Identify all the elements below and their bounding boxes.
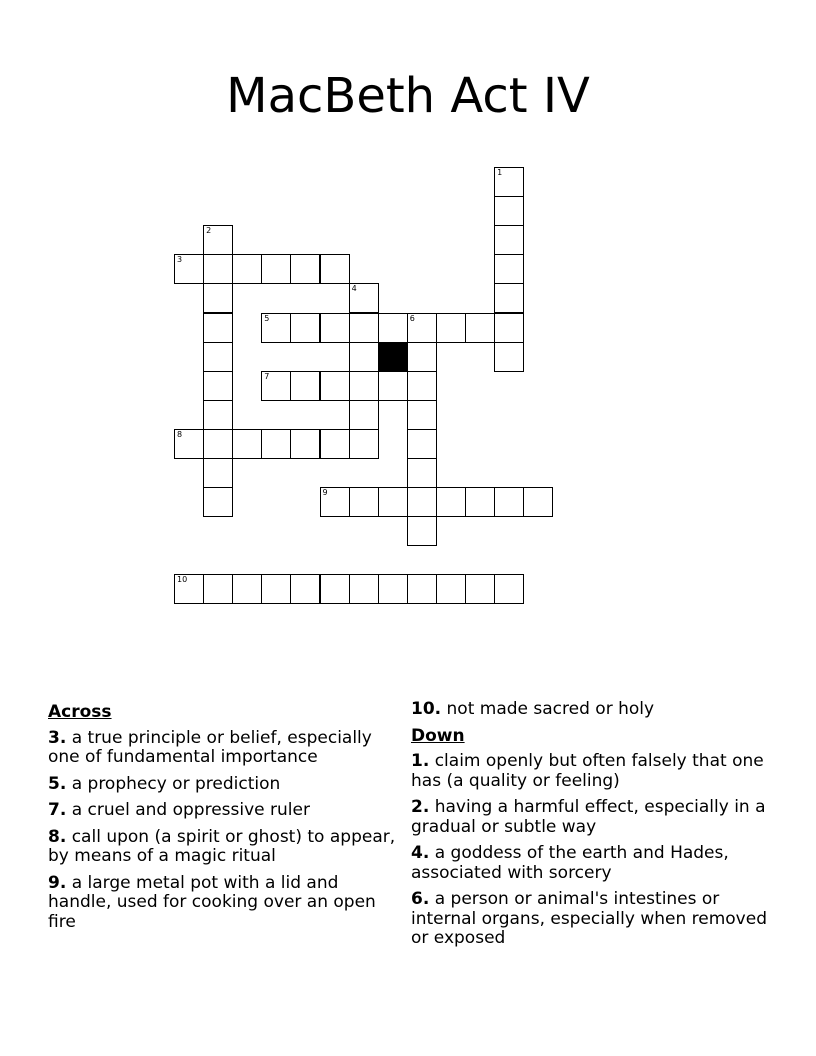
grid-cell[interactable]	[320, 429, 350, 459]
grid-cell[interactable]	[494, 574, 524, 604]
across-clue-3: 3. a true principle or belief, especially one of fundamental importance	[48, 727, 372, 767]
down-clue-1: 1. claim openly but often falsely that one has (a quality or feeling)	[411, 751, 764, 791]
grid-cell[interactable]	[203, 313, 233, 343]
grid-cell[interactable]	[378, 487, 408, 517]
grid-cell[interactable]	[261, 371, 291, 401]
grid-cell[interactable]	[494, 254, 524, 284]
grid-cell[interactable]	[523, 487, 553, 517]
across-clue-8: 8. call upon (a spirit or ghost) to appear, by means of a magic ritual	[48, 826, 396, 866]
grid-cell[interactable]	[407, 400, 437, 430]
grid-cell[interactable]	[407, 429, 437, 459]
grid-cell[interactable]	[349, 574, 379, 604]
down-clue-2: 2. having a harmful effect, especially in a gradual or subtle way	[411, 797, 766, 837]
grid-cell[interactable]	[290, 429, 320, 459]
grid-cell[interactable]	[261, 574, 291, 604]
across-heading: Across	[48, 702, 112, 722]
grid-cell[interactable]	[494, 196, 524, 226]
clue-number: 9	[322, 488, 328, 498]
grid-cell[interactable]	[203, 342, 233, 372]
grid-cell[interactable]	[290, 574, 320, 604]
grid-cell[interactable]	[290, 313, 320, 343]
down-clue-4: 4. a goddess of the earth and Hades, associated with sorcery	[411, 843, 729, 883]
grid-cell[interactable]	[378, 313, 408, 343]
clue-number: 4	[351, 284, 357, 294]
grid-cell[interactable]	[320, 574, 350, 604]
grid-cell[interactable]	[203, 574, 233, 604]
grid-cell[interactable]	[407, 516, 437, 546]
grid-cell[interactable]	[320, 371, 350, 401]
grid-cell[interactable]	[232, 429, 262, 459]
grid-cell[interactable]	[494, 313, 524, 343]
across-clue-9: 9. a large metal pot with a lid and handle, used for cooking over an open fire	[48, 872, 376, 932]
grid-cell[interactable]	[290, 254, 320, 284]
grid-cell[interactable]	[203, 429, 233, 459]
grid-cell[interactable]	[261, 313, 291, 343]
grid-cell[interactable]	[320, 254, 350, 284]
grid-cell[interactable]	[349, 400, 379, 430]
page-title: MacBeth Act IV	[226, 68, 590, 125]
grid-cell[interactable]	[349, 487, 379, 517]
grid-cell[interactable]	[407, 342, 437, 372]
clues-column-right	[411, 700, 771, 956]
grid-cell[interactable]	[261, 254, 291, 284]
grid-cell[interactable]	[261, 429, 291, 459]
clue-number: 5	[264, 313, 270, 323]
grid-cell[interactable]	[349, 342, 379, 372]
grid-cell[interactable]	[465, 487, 495, 517]
grid-cell[interactable]	[203, 371, 233, 401]
grid-cell[interactable]	[436, 574, 466, 604]
grid-cell[interactable]	[290, 371, 320, 401]
across-clue-10: 10. not made sacred or holy	[411, 699, 655, 719]
grid-cell[interactable]	[407, 371, 437, 401]
grid-cell[interactable]	[203, 400, 233, 430]
clue-number: 1	[497, 168, 503, 177]
grid-cell[interactable]	[407, 487, 437, 517]
clue-number: 3	[177, 255, 183, 265]
clue-number: 6	[409, 313, 415, 323]
grid-cell[interactable]	[349, 313, 379, 343]
grid-cell[interactable]	[465, 313, 495, 343]
across-clue-5: 5. a prophecy or prediction	[48, 773, 281, 794]
grid-cell[interactable]	[320, 487, 350, 517]
grid-cell[interactable]	[232, 254, 262, 284]
grid-cell[interactable]	[407, 458, 437, 488]
grid-cell[interactable]	[203, 487, 233, 517]
down-clue-6: 6. a person or animal's intestines or internal organs, especially when removed or exposed	[411, 889, 767, 948]
down-heading: Down	[411, 725, 465, 746]
grid-cell[interactable]	[203, 225, 233, 255]
grid-cell[interactable]	[203, 283, 233, 313]
grid-cell[interactable]	[494, 225, 524, 255]
grid-cell[interactable]	[436, 313, 466, 343]
grid-cell[interactable]	[174, 254, 204, 284]
clue-number: 2	[206, 226, 212, 236]
grid-cell[interactable]	[378, 574, 408, 604]
clues-column-left	[48, 700, 404, 939]
grid-cell[interactable]	[494, 283, 524, 313]
clue-number: 7	[264, 371, 270, 381]
grid-cell[interactable]	[407, 574, 437, 604]
grid-cell[interactable]	[378, 371, 408, 401]
clue-number: 10	[177, 575, 188, 585]
crossword-grid	[174, 167, 556, 607]
grid-cell[interactable]	[436, 487, 466, 517]
grid-block-cell	[378, 342, 408, 372]
grid-cell[interactable]	[494, 342, 524, 372]
grid-cell[interactable]	[349, 429, 379, 459]
grid-cell[interactable]	[407, 313, 437, 343]
grid-cell[interactable]	[494, 487, 524, 517]
grid-cell[interactable]	[494, 167, 524, 197]
grid-cell[interactable]	[232, 574, 262, 604]
grid-cell[interactable]	[203, 254, 233, 284]
grid-cell[interactable]	[203, 458, 233, 488]
clue-number: 8	[177, 429, 183, 439]
grid-cell[interactable]	[349, 283, 379, 313]
across-clue-7: 7. a cruel and oppressive ruler	[48, 800, 310, 820]
grid-cell[interactable]	[465, 574, 495, 604]
grid-cell[interactable]	[320, 313, 350, 343]
grid-cell[interactable]	[174, 574, 204, 604]
grid-cell[interactable]	[349, 371, 379, 401]
grid-cell[interactable]	[174, 429, 204, 459]
